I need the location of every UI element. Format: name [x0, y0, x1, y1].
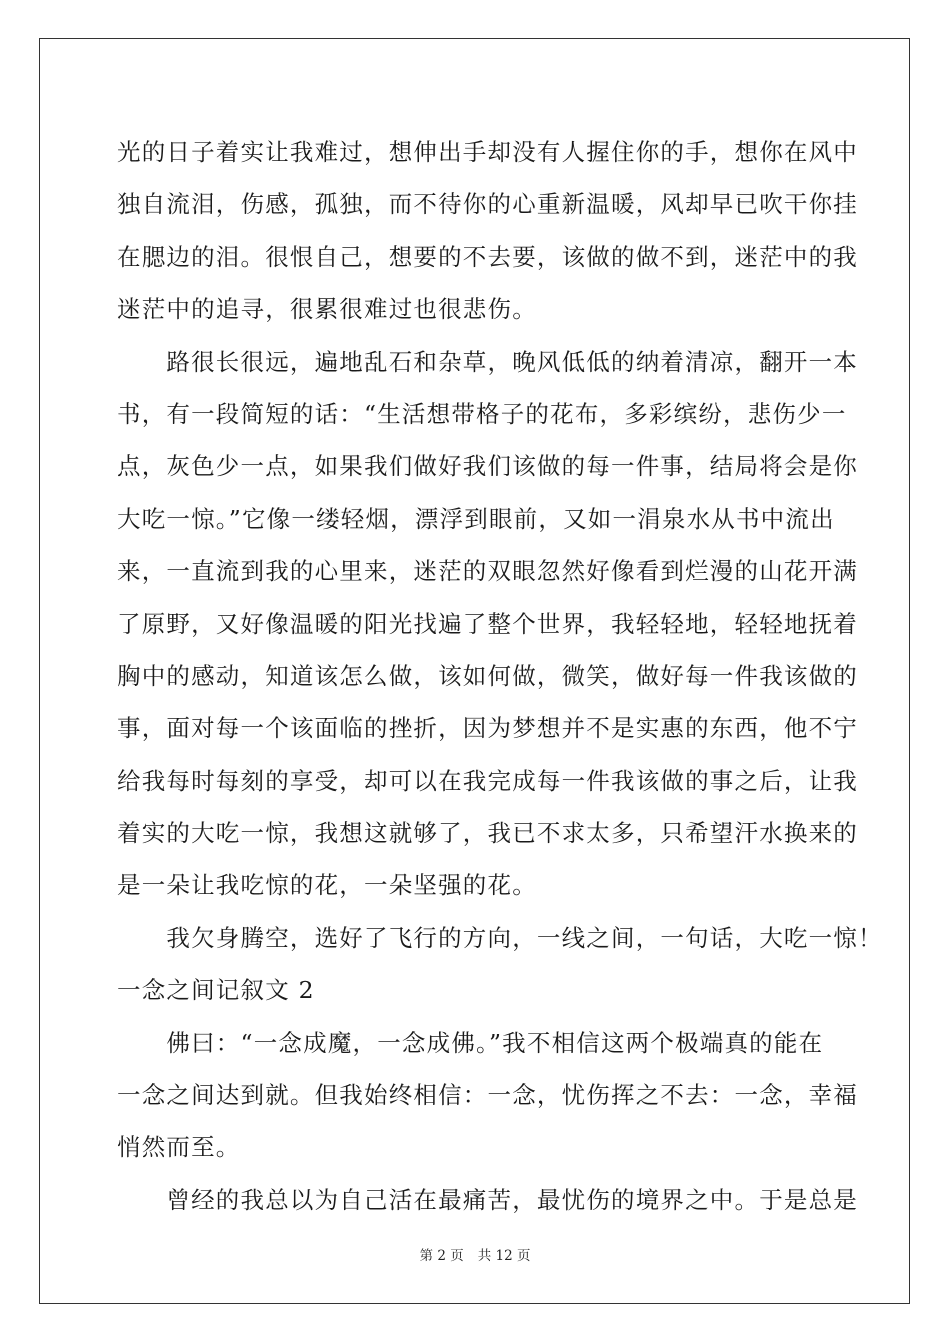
total-pages: 共 12 页: [477, 1248, 531, 1264]
text-line: 事，面对每一个该面临的挫折，因为梦想并不是实惠的东西，他不宁: [117, 714, 858, 743]
text-line: 书，有一段简短的话：“生活想带格子的花布，多彩缤纷，悲伤少一: [117, 399, 847, 428]
text-line: 一念之间达到就。但我始终相信：一念，忧伤挥之不去：一念，幸福: [117, 1081, 858, 1110]
paragraph-start-line: 我欠身腾空，选好了飞行的方向，一线之间，一句话，大吃一惊！: [117, 923, 883, 952]
text-line: 迷茫中的追寻，很累很难过也很悲伤。: [117, 295, 537, 324]
text-line: 光的日子着实让我难过，想伸出手却没有人握住你的手，想你在风中: [117, 138, 858, 166]
text-line: 在腮边的泪。很恨自己，想要的不去要，该做的做不到，迷茫中的我: [117, 242, 858, 271]
text-line: 来，一直流到我的心里来，迷茫的双眼忽然好像看到烂漫的山花开满: [117, 557, 858, 586]
text-line: 大吃一惊。”它像一缕轻烟，漂浮到眼前，又如一涓泉水从书中流出: [117, 504, 835, 533]
text-line: 点，灰色少一点，如果我们做好我们该做的每一件事，结局将会是你: [117, 452, 858, 481]
text-line: 独自流泪，伤感，孤独，而不待你的心重新温暖，风却早已吹干你挂: [117, 190, 858, 219]
text-line: 是一朵让我吃惊的花，一朵坚强的花。: [117, 871, 537, 900]
paragraph-start-line: 曾经的我总以为自己活在最痛苦，最忧伤的境界之中。于是总是: [117, 1185, 858, 1214]
paragraph-start-line: 佛曰：“一念成魔，一念成佛。”我不相信这两个极端真的能在: [117, 1028, 824, 1057]
page-number: 第 2 页: [419, 1248, 464, 1264]
text-line: 悄然而至。: [117, 1133, 241, 1162]
text-line: 着实的大吃一惊，我想这就够了，我已不求太多，只希望汗水换来的: [117, 819, 858, 848]
text-line: 胸中的感动，知道该怎么做，该如何做，微笑，做好每一件我该做的: [117, 661, 858, 690]
document-body: [117, 126, 883, 1226]
paragraph-start-line: 路很长很远，遍地乱石和杂草，晚风低低的纳着清凉，翻开一本: [117, 347, 858, 376]
section-heading: 一念之间记叙文 2: [117, 976, 315, 1005]
text-line: 给我每时每刻的享受，却可以在我完成每一件我该做的事之后，让我: [117, 766, 858, 795]
text-line: 了原野，又好像温暖的阳光找遍了整个世界，我轻轻地，轻轻地抚着: [117, 609, 858, 638]
page-footer: [0, 1244, 950, 1264]
